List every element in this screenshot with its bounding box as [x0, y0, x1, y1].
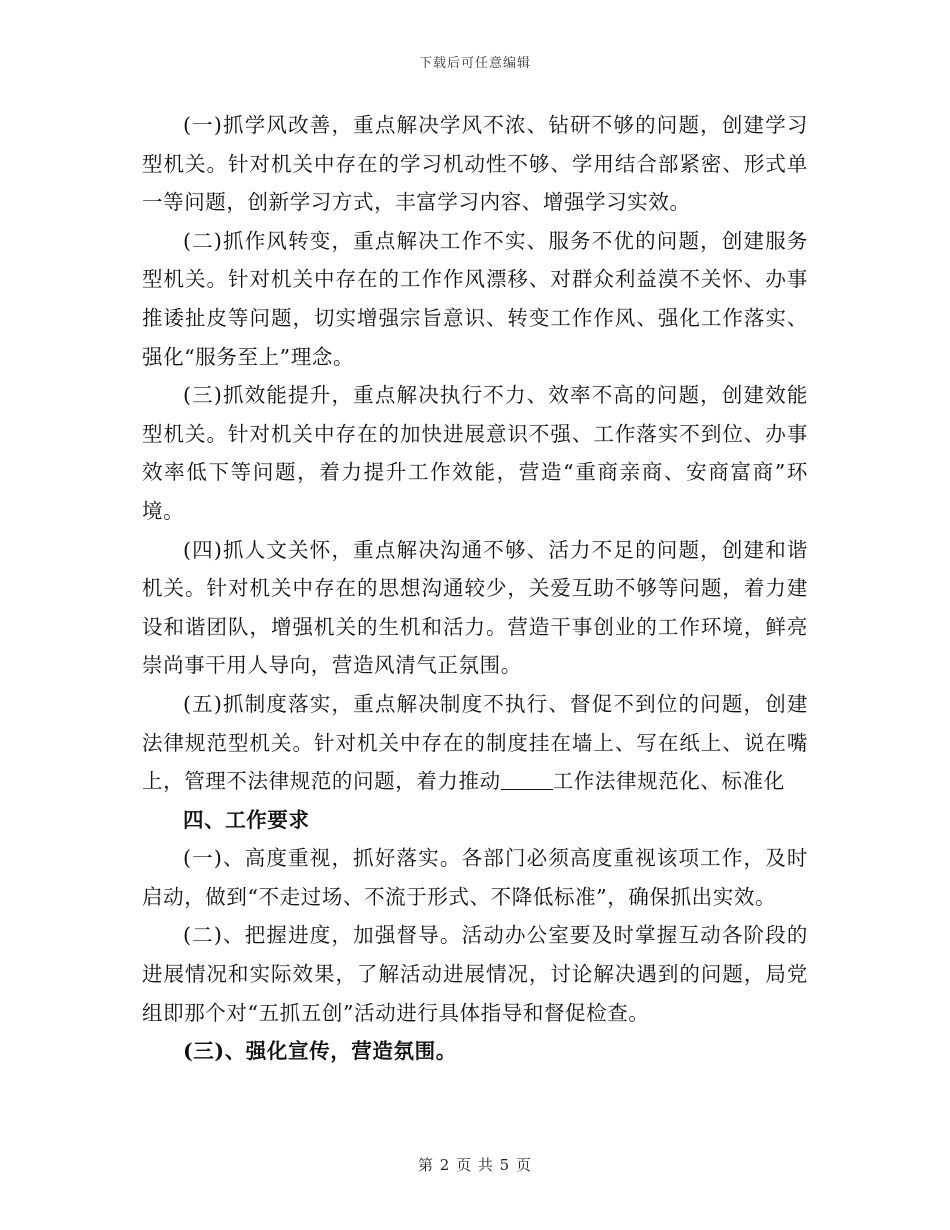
- page-footer: 第 2 页 共 5 页: [418, 1156, 532, 1174]
- paragraph-text-part-2: 工作法律规范化、标准化: [552, 769, 785, 794]
- subheading-publicity: (三)、强化宣传，营造氛围。: [183, 1039, 457, 1064]
- paragraph-efficiency: (三)抓效能提升，重点解决执行不力、效率不高的问题，创建效能型机关。针对机关中存在的加快进展意识不强、工作落实不到位、办事效率低下等问题，着力提升工作效能，营造“重商亲商、安商富商”环境。: [142, 383, 808, 523]
- paragraph-text-part-1: (五)抓制度落实，重点解决制度不执行、督促不到位的问题，创建法律规范型机关。针对机关中存在的制度挂在墙上、写在纸上、说在嘴上，管理不法律规范的问题，着力推动: [142, 691, 808, 794]
- paragraph-grasp-progress: (二)、把握进度，加强督导。活动办公室要及时掌握互动各阶段的进展情况和实际效果，了解活动进展情况，讨论解决遇到的问题，局党组即那个对“五抓五创”活动进行具体指导和督促检查。: [142, 923, 808, 1025]
- paragraph-study-style: (一)抓学风改善，重点解决学风不浓、钻研不够的问题，创建学习型机关。针对机关中存在的学习机动性不够、学用结合部紧密、形式单一等问题，创新学习方式，丰富学习内容、增强学习实效。: [142, 113, 808, 215]
- section-heading-work-requirements: 四、工作要求: [183, 807, 310, 832]
- paragraph-attach-importance: (一)、高度重视，抓好落实。各部门必须高度重视该项工作，及时启动，做到“不走过场、不流于形式、不降低标准”，确保抓出实效。: [142, 846, 808, 909]
- paragraph-work-style: (二)抓作风转变，重点解决工作不实、服务不优的问题，创建服务型机关。针对机关中存在的工作作风漂移、对群众利益漠不关怀、办事推诿扯皮等问题，切实增强宗旨意识、转变工作作风、强化工作落实、强化“服务至上”理念。: [142, 228, 808, 369]
- fill-in-blank: [501, 769, 553, 791]
- paragraph-system-implementation: [142, 685, 808, 801]
- document-body: [142, 106, 808, 1071]
- page-header: 下载后可任意编辑: [418, 56, 531, 71]
- paragraph-humanistic-care: (四)抓人文关怀，重点解决沟通不够、活力不足的问题，创建和谐机关。针对机关中存在的思想沟通较少，关爱互助不够等问题，着力建设和谐团队，增强机关的生机和活力。营造干事创业的工作环境，鲜亮崇尚事干用人导向，营造风清气正氛围。: [142, 537, 808, 678]
